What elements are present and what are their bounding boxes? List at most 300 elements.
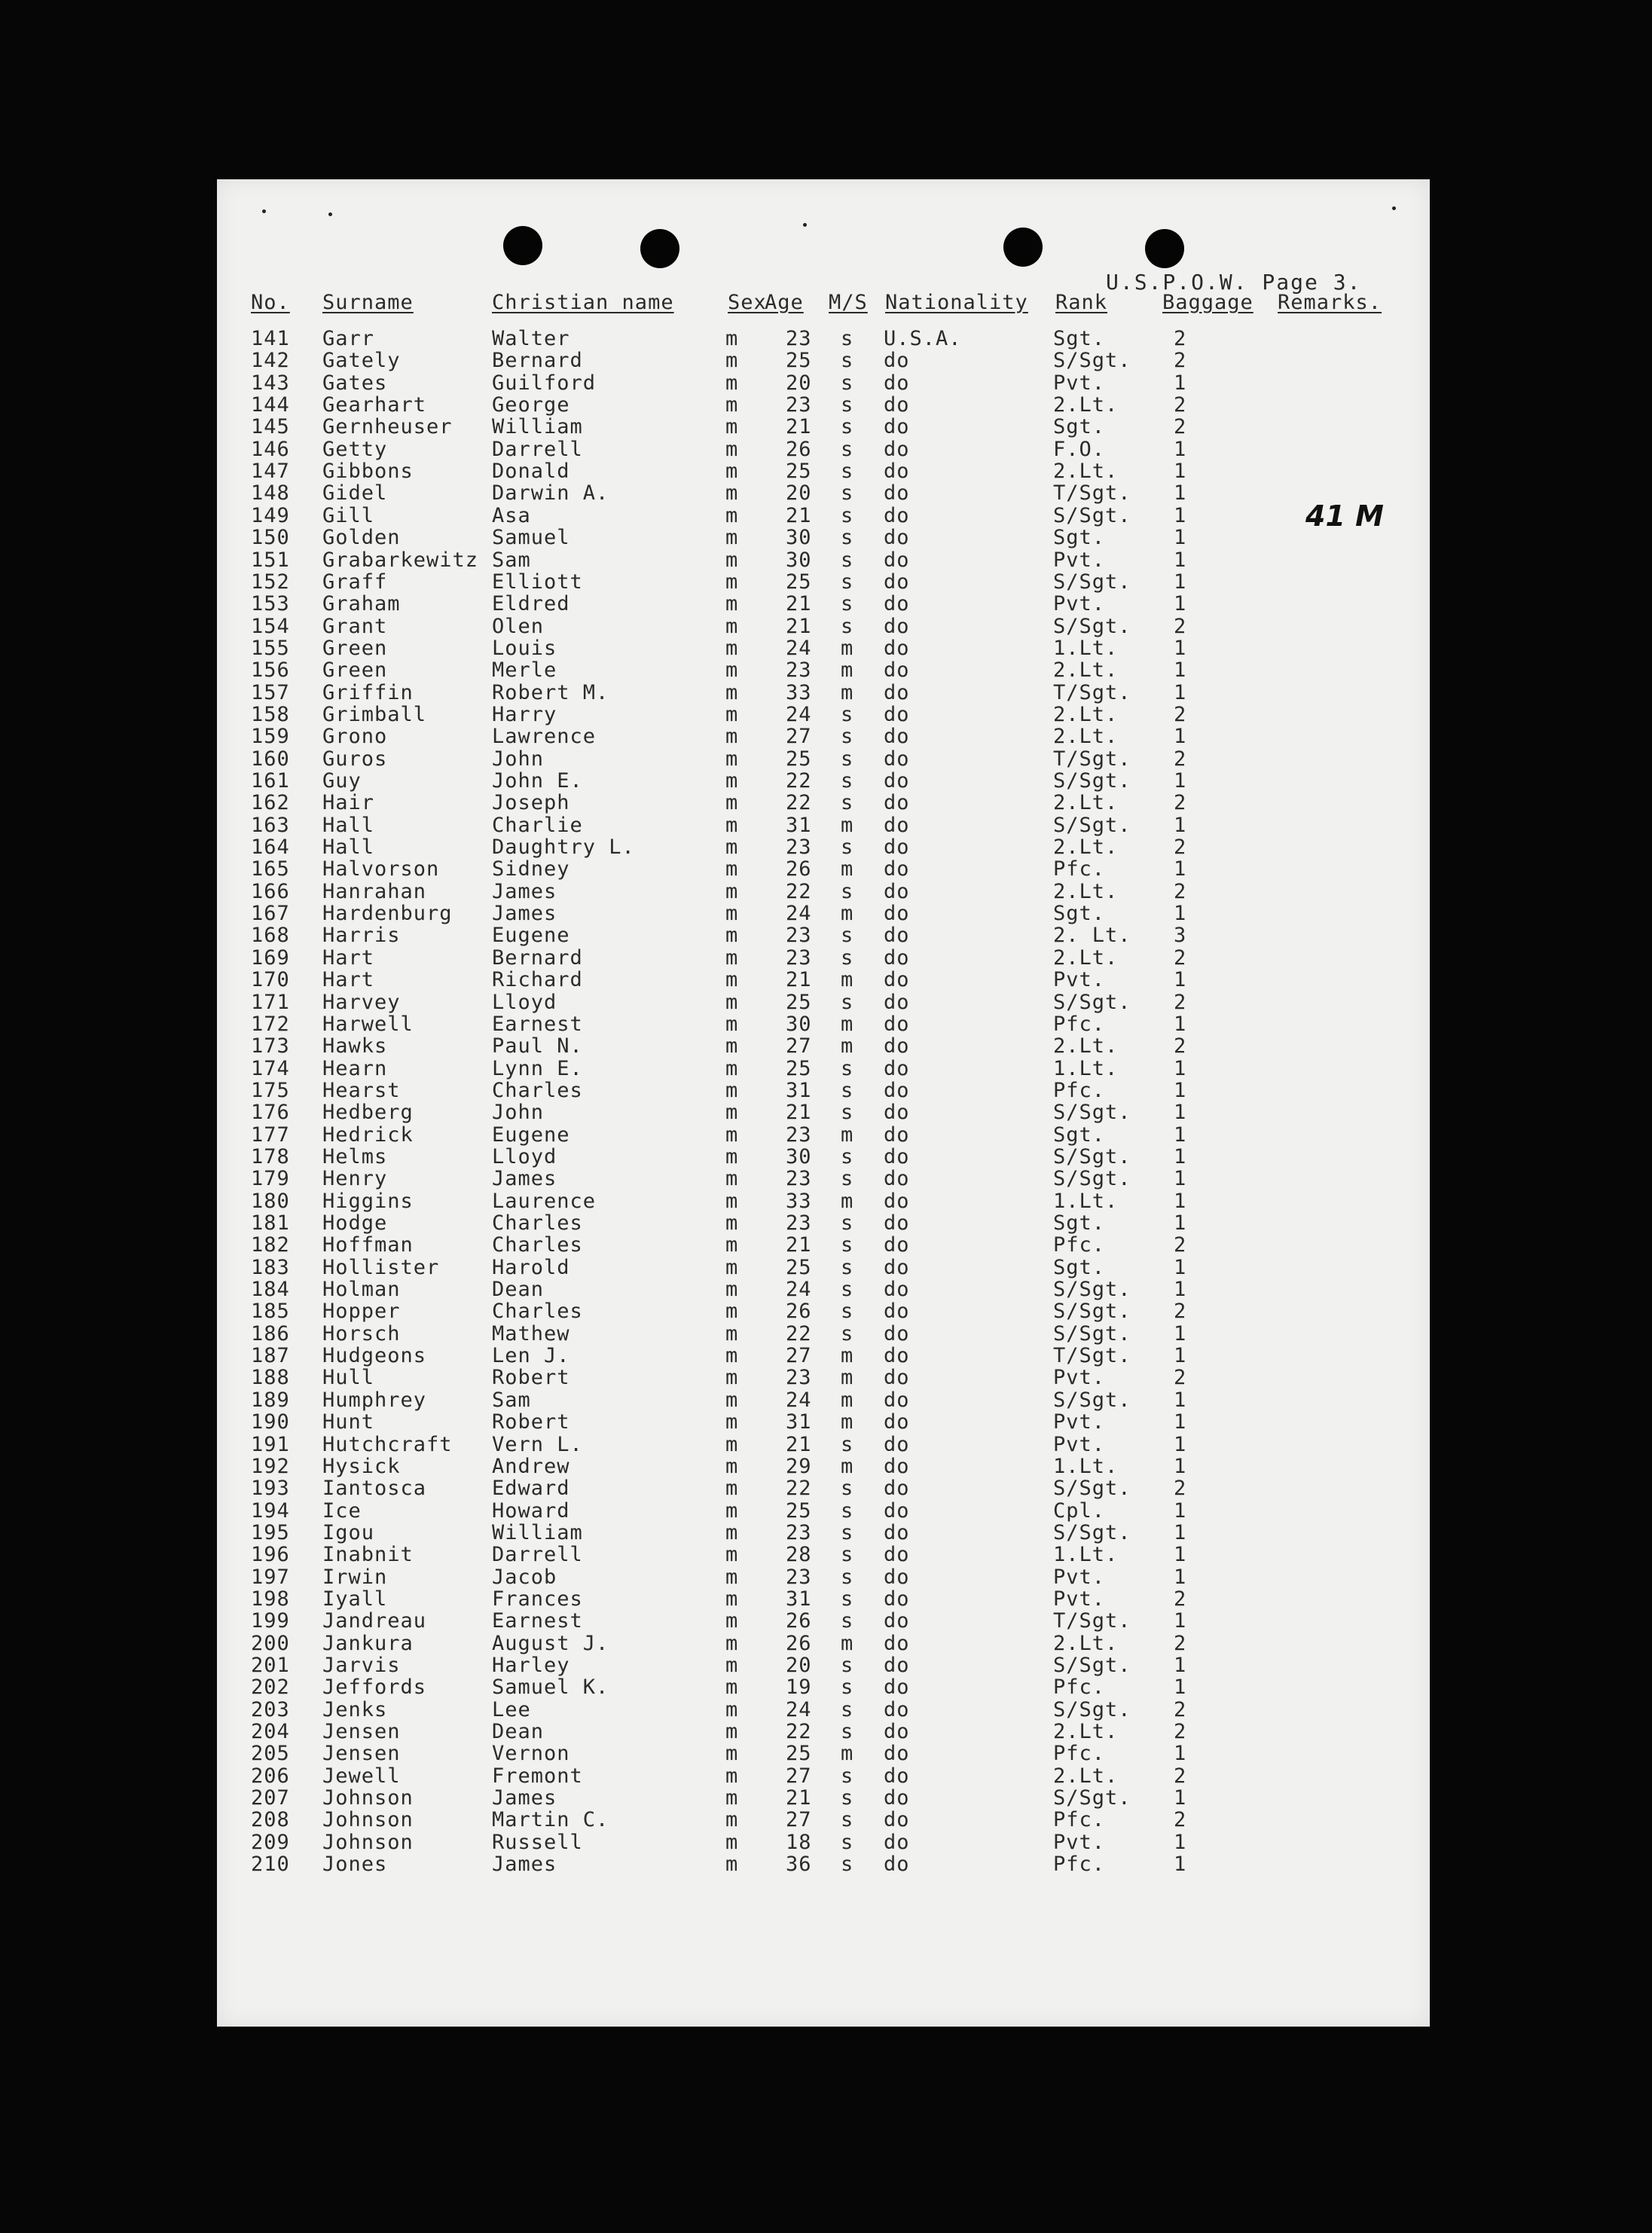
rank-cell: S/Sgt. <box>1053 1144 1131 1168</box>
age-cell: 25 <box>786 1255 812 1279</box>
nationality-cell: do <box>884 1786 910 1810</box>
rank-cell: F.O. <box>1053 437 1106 461</box>
rank-cell: 2.Lt. <box>1053 1764 1119 1788</box>
nationality-cell: do <box>884 1830 910 1854</box>
age-cell: 21 <box>786 503 812 527</box>
surname-cell: Humphrey <box>322 1388 427 1412</box>
christian-name-cell: Frances <box>492 1587 583 1611</box>
marital-status-cell: m <box>841 1123 854 1147</box>
surname-cell: Johnson <box>322 1786 414 1810</box>
table-row <box>217 1609 1430 1631</box>
sex-cell: m <box>725 990 739 1014</box>
age-cell: 20 <box>786 481 812 506</box>
marital-status-cell: s <box>841 1786 854 1810</box>
rank-cell: Sgt. <box>1053 415 1106 439</box>
rank-cell: T/Sgt. <box>1053 1344 1131 1368</box>
nationality-cell: do <box>884 1144 910 1168</box>
marital-status-cell: s <box>841 924 854 948</box>
row-number-cell: 184 <box>251 1278 290 1302</box>
surname-cell: Gernheuser <box>322 415 453 439</box>
row-number-cell: 203 <box>251 1697 290 1721</box>
nationality-cell: do <box>884 1654 910 1677</box>
christian-name-cell: Charlie <box>492 813 583 837</box>
surname-cell: Grabarkewitz <box>322 548 479 572</box>
page-identifier: U.S.P.O.W. Page 3. <box>1106 270 1362 295</box>
christian-name-cell: William <box>492 1520 583 1544</box>
sex-cell: m <box>725 902 739 926</box>
rank-cell: Pvt. <box>1053 968 1106 992</box>
row-number-cell: 166 <box>251 879 290 903</box>
christian-name-cell: James <box>492 1853 557 1877</box>
nationality-cell: do <box>884 460 910 484</box>
baggage-cell: 1 <box>1174 548 1187 572</box>
row-number-cell: 165 <box>251 857 290 881</box>
table-row <box>217 902 1430 924</box>
age-cell: 26 <box>786 857 812 881</box>
table-row <box>217 747 1430 769</box>
sex-cell: m <box>725 1432 739 1456</box>
table-row <box>217 1477 1430 1501</box>
table-row <box>217 1786 1430 1808</box>
header-no: No. <box>251 291 290 314</box>
baggage-cell: 1 <box>1174 503 1187 527</box>
baggage-cell: 1 <box>1174 437 1187 461</box>
nationality-cell: do <box>884 437 910 461</box>
surname-cell: Hodge <box>322 1211 388 1235</box>
table-row <box>217 703 1430 725</box>
sex-cell: m <box>725 636 739 660</box>
marital-status-cell: m <box>841 1012 854 1036</box>
baggage-cell: 1 <box>1174 570 1187 594</box>
marital-status-cell: s <box>841 614 854 638</box>
marital-status-cell: m <box>841 1388 854 1412</box>
age-cell: 22 <box>786 769 812 793</box>
row-number-cell: 176 <box>251 1101 290 1125</box>
table-row <box>217 880 1430 902</box>
table-row <box>217 968 1430 990</box>
marital-status-cell: s <box>841 570 854 594</box>
table-row <box>217 327 1430 349</box>
baggage-cell: 1 <box>1174 592 1187 616</box>
row-number-cell: 193 <box>251 1477 290 1501</box>
sex-cell: m <box>725 1321 739 1346</box>
sex-cell: m <box>725 1012 739 1036</box>
rank-cell: 2.Lt. <box>1053 791 1119 815</box>
nationality-cell: do <box>884 393 910 417</box>
nationality-cell: do <box>884 835 910 860</box>
rank-cell: Pfc. <box>1053 1078 1106 1102</box>
baggage-cell: 1 <box>1174 902 1187 926</box>
baggage-cell: 1 <box>1174 526 1187 550</box>
sex-cell: m <box>725 1233 739 1257</box>
nationality-cell: do <box>884 1609 910 1633</box>
row-number-cell: 169 <box>251 945 290 970</box>
surname-cell: Hardenburg <box>322 902 453 926</box>
row-number-cell: 168 <box>251 924 290 948</box>
surname-cell: Hanrahan <box>322 879 427 903</box>
baggage-cell: 2 <box>1174 835 1187 860</box>
sex-cell: m <box>725 1144 739 1168</box>
row-number-cell: 209 <box>251 1830 290 1854</box>
rank-cell: 1.Lt. <box>1053 1189 1119 1213</box>
baggage-cell: 2 <box>1174 1764 1187 1788</box>
row-number-cell: 143 <box>251 371 290 395</box>
surname-cell: Gill <box>322 503 375 527</box>
surname-cell: Hopper <box>322 1300 401 1324</box>
row-number-cell: 188 <box>251 1366 290 1390</box>
baggage-cell: 1 <box>1174 658 1187 683</box>
sex-cell: m <box>725 1676 739 1700</box>
age-cell: 27 <box>786 1808 812 1832</box>
baggage-cell: 2 <box>1174 879 1187 903</box>
marital-status-cell: s <box>841 1587 854 1611</box>
rank-cell: 1.Lt. <box>1053 1056 1119 1080</box>
nationality-cell: do <box>884 1565 910 1589</box>
nationality-cell: do <box>884 1764 910 1788</box>
age-cell: 25 <box>786 570 812 594</box>
age-cell: 26 <box>786 437 812 461</box>
rank-cell: S/Sgt. <box>1053 1697 1131 1721</box>
age-cell: 31 <box>786 813 812 837</box>
nationality-cell: do <box>884 1300 910 1324</box>
baggage-cell: 2 <box>1174 614 1187 638</box>
surname-cell: Graff <box>322 570 388 594</box>
sex-cell: m <box>725 1410 739 1434</box>
surname-cell: Hudgeons <box>322 1344 427 1368</box>
baggage-cell: 1 <box>1174 1410 1187 1434</box>
marital-status-cell: m <box>841 968 854 992</box>
surname-cell: Johnson <box>322 1808 414 1832</box>
marital-status-cell: m <box>841 1366 854 1390</box>
age-cell: 22 <box>786 1720 812 1744</box>
row-number-cell: 172 <box>251 1012 290 1036</box>
marital-status-cell: m <box>841 680 854 704</box>
surname-cell: Jarvis <box>322 1654 401 1677</box>
sex-cell: m <box>725 1697 739 1721</box>
row-number-cell: 206 <box>251 1764 290 1788</box>
table-row <box>217 1388 1430 1410</box>
rank-cell: Sgt. <box>1053 902 1106 926</box>
rank-cell: Pvt. <box>1053 548 1106 572</box>
row-number-cell: 153 <box>251 592 290 616</box>
row-number-cell: 171 <box>251 990 290 1014</box>
rank-cell: Sgt. <box>1053 1255 1106 1279</box>
age-cell: 25 <box>786 1498 812 1523</box>
marital-status-cell: s <box>841 1830 854 1854</box>
rank-cell: Pfc. <box>1053 1853 1106 1877</box>
sex-cell: m <box>725 1101 739 1125</box>
christian-name-cell: Elliott <box>492 570 583 594</box>
nationality-cell: do <box>884 879 910 903</box>
sex-cell: m <box>725 592 739 616</box>
age-cell: 21 <box>786 415 812 439</box>
nationality-cell: do <box>884 1742 910 1766</box>
speck-mark <box>262 209 266 213</box>
row-number-cell: 157 <box>251 680 290 704</box>
baggage-cell: 1 <box>1174 1056 1187 1080</box>
table-row <box>217 548 1430 570</box>
row-number-cell: 174 <box>251 1056 290 1080</box>
marital-status-cell: s <box>841 415 854 439</box>
surname-cell: Hedrick <box>322 1123 414 1147</box>
marital-status-cell: s <box>841 1233 854 1257</box>
age-cell: 23 <box>786 1167 812 1191</box>
baggage-cell: 1 <box>1174 1498 1187 1523</box>
sex-cell: m <box>725 503 739 527</box>
row-number-cell: 202 <box>251 1676 290 1700</box>
nationality-cell: do <box>884 725 910 749</box>
marital-status-cell: m <box>841 1454 854 1478</box>
age-cell: 23 <box>786 945 812 970</box>
age-cell: 25 <box>786 460 812 484</box>
christian-name-cell: Harold <box>492 1255 570 1279</box>
age-cell: 24 <box>786 702 812 726</box>
sex-cell: m <box>725 924 739 948</box>
sex-cell: m <box>725 1631 739 1655</box>
speck-mark <box>803 223 807 227</box>
baggage-cell: 1 <box>1174 1454 1187 1478</box>
age-cell: 19 <box>786 1676 812 1700</box>
christian-name-cell: Darwin A. <box>492 481 609 506</box>
rank-cell: S/Sgt. <box>1053 614 1131 638</box>
christian-name-cell: Lloyd <box>492 990 557 1014</box>
marital-status-cell: m <box>841 902 854 926</box>
marital-status-cell: s <box>841 1654 854 1677</box>
christian-name-cell: Darrell <box>492 1543 583 1567</box>
age-cell: 33 <box>786 680 812 704</box>
surname-cell: Hawks <box>322 1034 388 1058</box>
age-cell: 31 <box>786 1410 812 1434</box>
table-row <box>217 1698 1430 1720</box>
surname-cell: Griffin <box>322 680 414 704</box>
age-cell: 21 <box>786 968 812 992</box>
christian-name-cell: Lawrence <box>492 725 597 749</box>
baggage-cell: 1 <box>1174 1830 1187 1854</box>
baggage-cell: 2 <box>1174 1366 1187 1390</box>
rank-cell: 1.Lt. <box>1053 1543 1119 1567</box>
rank-cell: S/Sgt. <box>1053 1520 1131 1544</box>
table-row <box>217 791 1430 813</box>
christian-name-cell: James <box>492 1786 557 1810</box>
rank-cell: 2.Lt. <box>1053 835 1119 860</box>
baggage-cell: 2 <box>1174 1697 1187 1721</box>
surname-cell: Grimball <box>322 702 427 726</box>
rank-cell: 2.Lt. <box>1053 658 1119 683</box>
row-number-cell: 170 <box>251 968 290 992</box>
baggage-cell: 2 <box>1174 1808 1187 1832</box>
marital-status-cell: s <box>841 1609 854 1633</box>
baggage-cell: 1 <box>1174 1609 1187 1633</box>
baggage-cell: 2 <box>1174 1631 1187 1655</box>
age-cell: 25 <box>786 747 812 771</box>
table-row <box>217 1145 1430 1167</box>
sex-cell: m <box>725 1300 739 1324</box>
age-cell: 31 <box>786 1078 812 1102</box>
sex-cell: m <box>725 1830 739 1854</box>
christian-name-cell: Olen <box>492 614 545 638</box>
row-number-cell: 181 <box>251 1211 290 1235</box>
age-cell: 27 <box>786 1034 812 1058</box>
christian-name-cell: Eldred <box>492 592 570 616</box>
baggage-cell: 1 <box>1174 1520 1187 1544</box>
rank-cell: Sgt. <box>1053 526 1106 550</box>
sex-cell: m <box>725 1543 739 1567</box>
table-row <box>217 1079 1430 1101</box>
sex-cell: m <box>725 1565 739 1589</box>
marital-status-cell: s <box>841 437 854 461</box>
header-sex: Sex <box>728 291 767 314</box>
row-number-cell: 198 <box>251 1587 290 1611</box>
row-number-cell: 187 <box>251 1344 290 1368</box>
sex-cell: m <box>725 1278 739 1302</box>
sex-cell: m <box>725 945 739 970</box>
nationality-cell: do <box>884 1233 910 1257</box>
baggage-cell: 1 <box>1174 371 1187 395</box>
surname-cell: Jewell <box>322 1764 401 1788</box>
table-row <box>217 1190 1430 1211</box>
nationality-cell: do <box>884 1167 910 1191</box>
table-row <box>217 1167 1430 1189</box>
sex-cell: m <box>725 1764 739 1788</box>
nationality-cell: do <box>884 1543 910 1567</box>
rank-cell: S/Sgt. <box>1053 1101 1131 1125</box>
christian-name-cell: Samuel K. <box>492 1676 609 1700</box>
table-row <box>217 1654 1430 1676</box>
age-cell: 21 <box>786 1432 812 1456</box>
surname-cell: Jenks <box>322 1697 388 1721</box>
surname-cell: Grono <box>322 725 388 749</box>
baggage-cell: 2 <box>1174 393 1187 417</box>
nationality-cell: do <box>884 945 910 970</box>
marital-status-cell: s <box>841 791 854 815</box>
christian-name-cell: Sam <box>492 548 531 572</box>
baggage-cell: 1 <box>1174 1189 1187 1213</box>
nationality-cell: do <box>884 636 910 660</box>
baggage-cell: 1 <box>1174 1167 1187 1191</box>
surname-cell: Graham <box>322 592 401 616</box>
baggage-cell: 2 <box>1174 1233 1187 1257</box>
christian-name-cell: Charles <box>492 1233 583 1257</box>
sex-cell: m <box>725 614 739 638</box>
sex-cell: m <box>725 1520 739 1544</box>
christian-name-cell: Sam <box>492 1388 531 1412</box>
marital-status-cell: s <box>841 835 854 860</box>
rank-cell: Pvt. <box>1053 1587 1106 1611</box>
nationality-cell: do <box>884 349 910 373</box>
table-row <box>217 1101 1430 1123</box>
surname-cell: Hall <box>322 813 375 837</box>
baggage-cell: 1 <box>1174 769 1187 793</box>
sex-cell: m <box>725 1454 739 1478</box>
nationality-cell: do <box>884 1720 910 1744</box>
christian-name-cell: Charles <box>492 1211 583 1235</box>
christian-name-cell: Howard <box>492 1498 570 1523</box>
baggage-cell: 2 <box>1174 1587 1187 1611</box>
table-row <box>217 615 1430 637</box>
table-row <box>217 349 1430 371</box>
baggage-cell: 2 <box>1174 702 1187 726</box>
baggage-cell: 1 <box>1174 1786 1187 1810</box>
surname-cell: Johnson <box>322 1830 414 1854</box>
rank-cell: Sgt. <box>1053 1123 1106 1147</box>
table-row <box>217 1521 1430 1543</box>
baggage-cell: 2 <box>1174 747 1187 771</box>
row-number-cell: 186 <box>251 1321 290 1346</box>
rank-cell: S/Sgt. <box>1053 503 1131 527</box>
row-number-cell: 199 <box>251 1609 290 1633</box>
rank-cell: T/Sgt. <box>1053 1609 1131 1633</box>
marital-status-cell: s <box>841 879 854 903</box>
baggage-cell: 1 <box>1174 1565 1187 1589</box>
table-row <box>217 1013 1430 1034</box>
surname-cell: Inabnit <box>322 1543 414 1567</box>
row-number-cell: 167 <box>251 902 290 926</box>
row-number-cell: 180 <box>251 1189 290 1213</box>
age-cell: 23 <box>786 393 812 417</box>
baggage-cell: 1 <box>1174 636 1187 660</box>
sex-cell: m <box>725 791 739 815</box>
christian-name-cell: Andrew <box>492 1454 570 1478</box>
christian-name-cell: Bernard <box>492 349 583 373</box>
table-row <box>217 438 1430 460</box>
row-number-cell: 178 <box>251 1144 290 1168</box>
nationality-cell: do <box>884 1587 910 1611</box>
rank-cell: S/Sgt. <box>1053 1654 1131 1677</box>
sex-cell: m <box>725 1498 739 1523</box>
age-cell: 24 <box>786 1278 812 1302</box>
row-number-cell: 197 <box>251 1565 290 1589</box>
sex-cell: m <box>725 857 739 881</box>
table-row <box>217 1742 1430 1764</box>
nationality-cell: do <box>884 902 910 926</box>
rank-cell: S/Sgt. <box>1053 1786 1131 1810</box>
baggage-cell: 1 <box>1174 1144 1187 1168</box>
row-number-cell: 208 <box>251 1808 290 1832</box>
nationality-cell: do <box>884 702 910 726</box>
christian-name-cell: Dean <box>492 1720 545 1744</box>
rank-cell: S/Sgt. <box>1053 1477 1131 1501</box>
table-row <box>217 769 1430 791</box>
sex-cell: m <box>725 1587 739 1611</box>
row-number-cell: 179 <box>251 1167 290 1191</box>
rank-cell: Pvt. <box>1053 371 1106 395</box>
rank-cell: S/Sgt. <box>1053 813 1131 837</box>
age-cell: 25 <box>786 1056 812 1080</box>
surname-cell: Gearhart <box>322 393 427 417</box>
age-cell: 33 <box>786 1189 812 1213</box>
sex-cell: m <box>725 968 739 992</box>
table-row <box>217 592 1430 614</box>
speck-mark <box>1392 206 1396 210</box>
marital-status-cell: s <box>841 990 854 1014</box>
age-cell: 23 <box>786 327 812 350</box>
age-cell: 21 <box>786 1233 812 1257</box>
sex-cell: m <box>725 1255 739 1279</box>
age-cell: 23 <box>786 835 812 860</box>
rank-cell: 2.Lt. <box>1053 1034 1119 1058</box>
row-number-cell: 201 <box>251 1654 290 1677</box>
table-row <box>217 1034 1430 1056</box>
marital-status-cell: s <box>841 1101 854 1125</box>
age-cell: 21 <box>786 592 812 616</box>
age-cell: 36 <box>786 1853 812 1877</box>
nationality-cell: do <box>884 548 910 572</box>
marital-status-cell: s <box>841 1144 854 1168</box>
surname-cell: Jensen <box>322 1720 401 1744</box>
age-cell: 27 <box>786 1344 812 1368</box>
rank-cell: S/Sgt. <box>1053 1388 1131 1412</box>
age-cell: 23 <box>786 658 812 683</box>
